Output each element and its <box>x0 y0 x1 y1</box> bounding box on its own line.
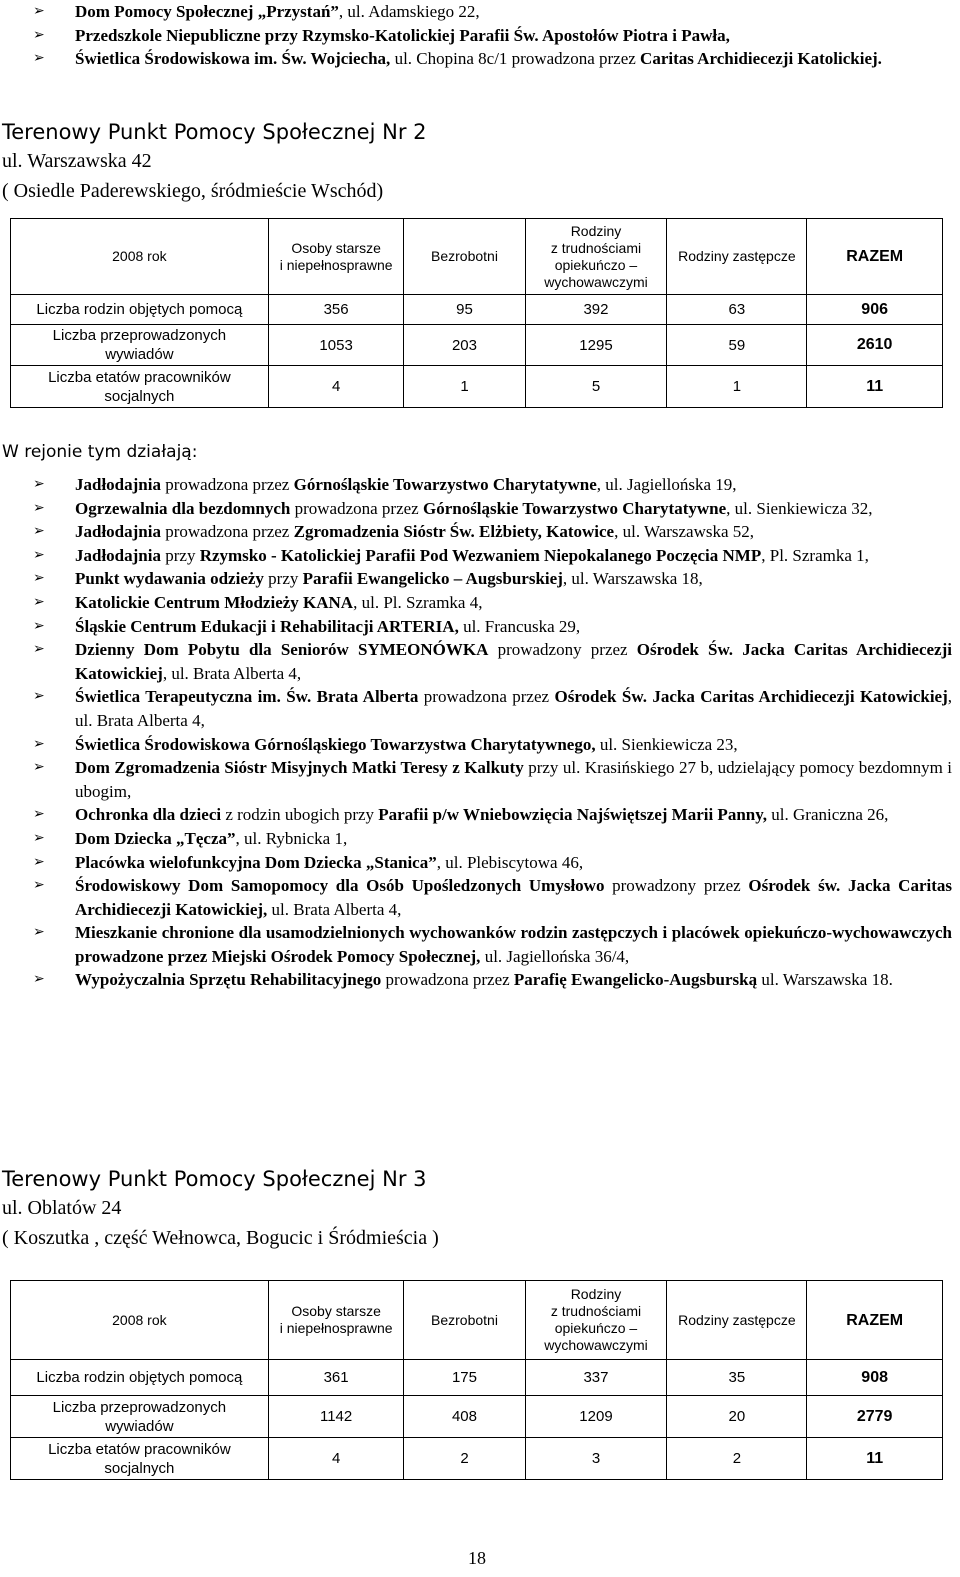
text: przy <box>263 569 303 589</box>
text: , ul. Plebiscytowa 46, <box>436 852 584 872</box>
table-cell: 361 <box>268 1360 404 1396</box>
row-total: 11 <box>807 366 943 408</box>
bold-text: Rzymsko - Katolickiej Parafii Pod Wezwaniem Niepokalanego Poczęcia NMP <box>199 545 762 565</box>
list-item <box>0 0 960 24</box>
table-header-row <box>11 1281 943 1360</box>
table-cell: 63 <box>667 295 807 325</box>
bold-text: Dom Zgromadzenia Sióstr Misyjnych Matki Teresy z Kalkuty <box>75 758 524 778</box>
bullet-arrow-icon: ➢ <box>33 617 45 634</box>
list-item <box>0 851 960 875</box>
table-header-cell: RAZEM <box>807 1281 943 1360</box>
table-cell: 3 <box>525 1438 667 1480</box>
bullet-arrow-icon: ➢ <box>33 499 45 516</box>
section2-stats-table <box>10 218 943 408</box>
bold-text: Dom Pomocy Społecznej „Przystań” <box>75 2 339 21</box>
table-header-cell: 2008 rok <box>11 219 269 295</box>
top-bullet-list <box>0 0 960 71</box>
bullet-arrow-icon: ➢ <box>33 829 45 846</box>
table-cell: 408 <box>404 1396 525 1438</box>
table-cell: 5 <box>525 366 667 408</box>
bullet-arrow-icon: ➢ <box>33 924 45 941</box>
section2-area: ( Osiedle Paderewskiego, śródmieście Wschód) <box>2 180 384 202</box>
bullet-arrow-icon: ➢ <box>33 877 45 894</box>
bold-text: Jadłodajnia <box>75 545 161 565</box>
table-header-cell: Bezrobotni <box>404 219 525 295</box>
text: , ul. Jagiellońska 19, <box>596 475 737 494</box>
list-item <box>0 24 960 48</box>
table-cell: 95 <box>404 295 525 325</box>
section3-address: ul. Oblatów 24 <box>2 1197 122 1219</box>
table-cell: 203 <box>404 325 525 366</box>
text: , ul. Adamskiego 22, <box>338 2 480 21</box>
bold-text: Mieszkanie chronione dla usamodzielnionych wychowanków rodzin zastępczych i placówek opiekuńczo-wychowawczych prowadzone przez Miejski Ośrodek Pomocy Społecznej, <box>75 923 952 966</box>
bold-text: Śląskie Centrum Edukacji i Rehabilitacji ARTERIA, <box>75 616 459 636</box>
table-cell: 35 <box>667 1360 807 1396</box>
table-cell: 20 <box>667 1396 807 1438</box>
row-total: 2779 <box>807 1396 943 1438</box>
bold-text: Świetlica Środowiskowa Górnośląskiego Towarzystwa Charytatywnego, <box>75 734 596 754</box>
table-cell: 356 <box>268 295 404 325</box>
list-item <box>0 827 960 851</box>
bold-text: Ochronka dla dzieci <box>75 805 222 825</box>
bullet-arrow-icon: ➢ <box>33 971 45 988</box>
bullet-arrow-icon: ➢ <box>33 641 45 658</box>
section2-title: Terenowy Punkt Pomocy Społecznej Nr 2 <box>2 120 427 144</box>
text: prowadzony przez <box>604 876 749 896</box>
list-item <box>0 473 960 497</box>
bullet-arrow-icon: ➢ <box>33 688 45 705</box>
table-cell: 2 <box>404 1438 525 1480</box>
table-header-cell: Rodziny zastępcze <box>667 1281 807 1360</box>
bold-text: Caritas Archidiecezji Katolickiej. <box>640 49 882 69</box>
bullet-arrow-icon: ➢ <box>33 759 45 776</box>
list-item <box>0 497 960 521</box>
row-label: Liczba etatów pracowników socjalnych <box>11 366 269 408</box>
list-item <box>0 567 960 591</box>
text: , ul. Brata Alberta 4, <box>75 687 953 730</box>
text: prowadzony przez <box>488 640 637 660</box>
list-item <box>0 921 960 968</box>
text: , ul. Pl. Szramka 4, <box>353 592 483 612</box>
text: ul. Jagiellońska 36/4, <box>480 946 630 966</box>
table-cell: 1 <box>404 366 525 408</box>
bullet-arrow-icon: ➢ <box>33 523 45 540</box>
bullet-arrow-icon: ➢ <box>33 570 45 587</box>
text: ul. Graniczna 26, <box>767 805 889 825</box>
bold-text: Parafii p/w Wniebowzięcia Najświętszej Marii Panny, <box>378 805 768 825</box>
table-header-cell: Osoby starsze i niepełnosprawne <box>268 219 404 295</box>
text: , ul. Rybnicka 1, <box>235 828 348 848</box>
text: ul. Warszawska 18. <box>757 970 893 990</box>
table-cell: 1053 <box>268 325 404 366</box>
table-cell: 175 <box>404 1360 525 1396</box>
text: , ul. Sienkiewicza 32, <box>726 498 873 518</box>
bold-text: Górnośląskie Towarzystwo Charytatywne <box>422 498 727 518</box>
bold-text: Zgromadzenia Sióstr Św. Elżbiety, Katowice <box>293 522 615 542</box>
text: , ul. Warszawska 52, <box>614 522 755 542</box>
text: , ul. Brata Alberta 4, <box>162 663 302 683</box>
table-row <box>11 366 943 408</box>
bold-text: Środowiskowy Dom Samopomocy dla Osób Upośledzonych Umysłowo <box>75 876 605 896</box>
list-item <box>0 638 960 685</box>
bullet-arrow-icon: ➢ <box>33 546 45 563</box>
text: prowadzona przez <box>160 522 294 542</box>
list-item <box>0 615 960 639</box>
row-total: 906 <box>807 295 943 325</box>
list-item <box>0 47 960 71</box>
table-header-cell: Rodziny zastępcze <box>667 219 807 295</box>
table-cell: 1142 <box>268 1396 404 1438</box>
section3-title: Terenowy Punkt Pomocy Społecznej Nr 3 <box>2 1167 427 1191</box>
row-label: Liczba rodzin objętych pomocą <box>11 295 269 325</box>
bullet-arrow-icon: ➢ <box>33 593 45 610</box>
bold-text: Parafię Ewangelicko-Augsburską <box>513 970 758 990</box>
table-row <box>11 325 943 366</box>
table-header-cell: Rodziny z trudnościami opiekuńczo – wychowawczymi <box>525 1281 667 1360</box>
table-row <box>11 1396 943 1438</box>
bullet-arrow-icon: ➢ <box>33 50 45 67</box>
text: , Pl. Szramka 1, <box>761 545 869 565</box>
text: ul. Brata Alberta 4, <box>267 899 402 919</box>
bullet-arrow-icon: ➢ <box>33 476 45 492</box>
bullet-arrow-icon: ➢ <box>33 853 45 870</box>
text: prowadzona przez <box>290 498 423 518</box>
bold-text: Placówka wielofunkcyjna Dom Dziecka „Stanica” <box>75 852 437 872</box>
row-label: Liczba rodzin objętych pomocą <box>11 1360 269 1396</box>
table-header-cell: Osoby starsze i niepełnosprawne <box>268 1281 404 1360</box>
table-header-row <box>11 219 943 295</box>
row-total: 908 <box>807 1360 943 1396</box>
list-item <box>0 803 960 827</box>
table-row <box>11 1438 943 1480</box>
table-row <box>11 295 943 325</box>
bold-text: Wypożyczalnia Sprzętu Rehabilitacyjnego <box>75 970 382 990</box>
bold-text: Świetlica Środowiskowa im. Św. Wojciecha, <box>75 49 391 69</box>
section3-area: ( Koszutka , część Wełnowca, Bogucic i Śródmieścia ) <box>2 1227 439 1249</box>
list-item <box>0 968 960 992</box>
list-item <box>0 520 960 544</box>
bold-text: Katolickie Centrum Młodzieży KANA <box>75 592 354 612</box>
bold-text: Dzienny Dom Pobytu dla Seniorów SYMEONÓWKA <box>75 640 489 660</box>
bold-text: Przedszkole Niepubliczne przy Rzymsko-Katolickiej Parafii Św. Apostołów Piotra i Pawła, <box>75 25 730 45</box>
bold-text: Jadłodajnia <box>75 522 161 542</box>
list-item <box>0 874 960 921</box>
text: prowadzona przez <box>381 970 514 990</box>
text: przy ul. Krasińskiego 27 b, udzielający pomocy bezdomnym i ubogim, <box>75 758 952 801</box>
bold-text: Ośrodek św. Jacka Caritas Archidiecezji Katowickiej, <box>75 876 952 919</box>
bold-text: Punkt wydawania odzieży <box>75 569 264 589</box>
bullet-arrow-icon: ➢ <box>33 806 45 823</box>
bold-text: Parafii Ewangelicko – Augsburskiej <box>302 569 563 589</box>
table-cell: 1295 <box>525 325 667 366</box>
list-item <box>0 756 960 803</box>
bullet-arrow-icon: ➢ <box>33 735 45 752</box>
table-cell: 4 <box>268 366 404 408</box>
text: przy <box>160 545 200 565</box>
text: prowadzona przez <box>160 475 294 494</box>
top-list-block <box>0 0 960 71</box>
bullet-arrow-icon: ➢ <box>33 3 45 19</box>
table-cell: 1209 <box>525 1396 667 1438</box>
section2-subheading: W rejonie tym działają: <box>2 442 198 462</box>
table-header-cell: Bezrobotni <box>404 1281 525 1360</box>
section2-address: ul. Warszawska 42 <box>2 150 152 172</box>
bullet-arrow-icon: ➢ <box>33 26 45 43</box>
bold-text: Świetlica Terapeutyczna im. Św. Brata Alberta <box>75 687 419 707</box>
bold-text: Jadłodajnia <box>75 475 161 494</box>
bold-text: Ośrodek Św. Jacka Caritas Archidiecezji Katowickiej <box>75 640 952 683</box>
bold-text: Dom Dziecka „Tęcza” <box>75 828 236 848</box>
table-header-cell: RAZEM <box>807 219 943 295</box>
section3-stats-table <box>10 1280 943 1480</box>
table-header-cell: 2008 rok <box>11 1281 269 1360</box>
row-label: Liczba przeprowadzonych wywiadów <box>11 325 269 366</box>
text: ul. Chopina 8c/1 prowadzona przez <box>390 49 641 69</box>
table-header-cell: Rodziny z trudnościami opiekuńczo – wychowawczymi <box>525 219 667 295</box>
bold-text: Ogrzewalnia dla bezdomnych <box>75 498 291 518</box>
list-item <box>0 544 960 568</box>
text: ul. Francuska 29, <box>458 616 581 636</box>
table-row <box>11 1360 943 1396</box>
table-cell: 392 <box>525 295 667 325</box>
page-number: 18 <box>468 1548 486 1568</box>
table-cell: 4 <box>268 1438 404 1480</box>
row-total: 2610 <box>807 325 943 366</box>
table-cell: 59 <box>667 325 807 366</box>
row-label: Liczba przeprowadzonych wywiadów <box>11 1396 269 1438</box>
text: z rodzin ubogich przy <box>221 805 379 825</box>
bold-text: Górnośląskie Towarzystwo Charytatywne <box>293 475 597 494</box>
text: , ul. Warszawska 18, <box>562 569 703 589</box>
table-cell: 337 <box>525 1360 667 1396</box>
list-item <box>0 733 960 757</box>
list-item <box>0 685 960 732</box>
table-cell: 1 <box>667 366 807 408</box>
section2-list-block <box>0 473 960 992</box>
section2-bullet-list <box>0 473 960 992</box>
table-cell: 2 <box>667 1438 807 1480</box>
text: ul. Sienkiewicza 23, <box>595 734 738 754</box>
row-label: Liczba etatów pracowników socjalnych <box>11 1438 269 1480</box>
text: prowadzona przez <box>418 687 555 707</box>
list-item <box>0 591 960 615</box>
bold-text: Ośrodek Św. Jacka Caritas Archidiecezji Katowickiej <box>554 687 948 707</box>
row-total: 11 <box>807 1438 943 1480</box>
